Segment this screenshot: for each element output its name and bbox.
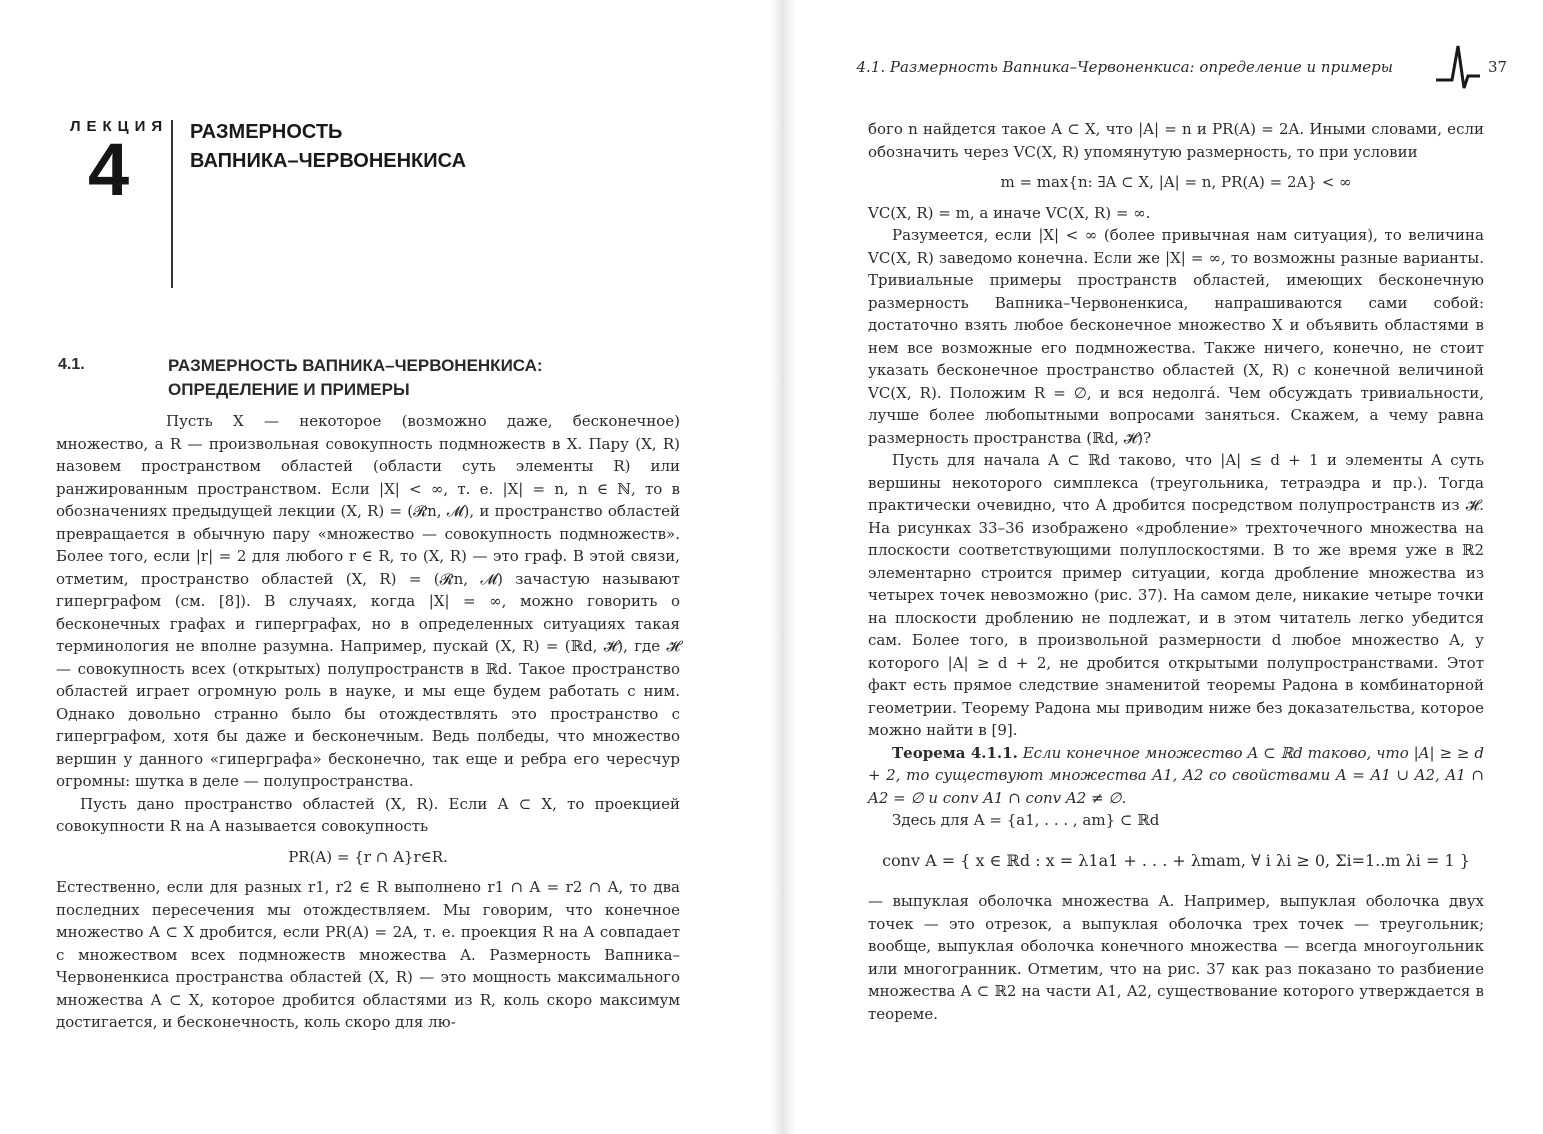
theorem-label: Теорема 4.1.1.	[892, 743, 1018, 762]
paragraph: Естественно, если для разных r1, r2 ∈ R выполнено r1 ∩ A = r2 ∩ A, то два последних пересечения мы отождествляем. Мы говорим, что конечное множество A ⊂ X дробится, если PR(A) = 2A, т. е. проекция R на A совпадает с множеством всех подмножеств множества A. Размерность Вапника–Червоненкиса пространства областей (X, R) — это мощность максимального множества A ⊂ X, которое дробится областями из R, коль скоро максимум достигается, и бесконечность, коль скоро для лю-	[56, 878, 680, 1031]
convex-hull-formula: conv A = { x ∈ ℝd : x = λ1a1 + . . . + λmam, ∀ i λi ≥ 0, Σi=1..m λi = 1 }	[882, 850, 1470, 870]
pulse-icon	[1436, 40, 1480, 92]
section-title-line-1: РАЗМЕРНОСТЬ ВАПНИКА–ЧЕРВОНЕНКИСА:	[168, 356, 543, 375]
lecture-title-line-1: РАЗМЕРНОСТЬ	[190, 121, 343, 143]
projection-formula: PR(A) = {r ∩ A}r∈R.	[288, 847, 448, 866]
paragraph: Пусть для начала A ⊂ ℝd таково, что |A| ≤ d + 1 и элементы A суть вершины некоторого симплекса (треугольника, тетраэдра и пр.). Тогда практически очевидно, что A дробится посредством полупространств из 𝓗. На рисунках 33–36 изображено «дробление» трехточечного множества на плоскости соответствующими полуплоскостями. В то же время уже в ℝ2 элементарно строится пример ситуации, когда дробление множества из четырех точек невозможно (рис. 37). На самом деле, никакие четыре точки на плоскости дроблению не подлежат, и в этом читатель легко убедится сам. Более того, в произвольной размерности d любое множество A, у которого |A| ≥ d + 2, не дробится открытыми полупространствами. Этот факт есть прямое следствие знаменитой теоремы Радона в комбинаторной геометрии. Теорему Радона мы приводим ниже без доказательства, которое можно найти в [9].	[868, 451, 1484, 739]
lecture-number: 4	[88, 128, 130, 211]
theorem	[868, 742, 1484, 810]
paragraph: Пусть X — некоторое (возможно даже, бесконечное) множество, а R — произвольная совокупность подмножеств в X. Пару (X, R) назовем пространством областей (области суть элементы R) или ранжированным пространством. Если |X| < ∞, т. е. |X| = n, n ∈ ℕ, то в обозначениях предыдущей лекции (X, R) = (𝓡n, 𝓜), и пространство областей превращается в обычную пару «множество — совокупность подмножеств». Более того, если |r| = 2 для любого r ∈ R, то (X, R) — это граф. В этой связи, отметим, пространство областей (X, R) = (𝓡n, 𝓜) зачастую называют гиперграфом (см. [8]). В случаях, когда |X| = ∞, можно говорить о бесконечных графах и гиперграфах, но в определенных ситуациях такая терминология не вполне разумна. Например, пускай (X, R) = (ℝd, 𝓗), где 𝓗 — совокупность всех (открытых) полупространств в ℝd. Такое пространство областей играет огромную роль в науке, и мы еще будем работать с ним. Однако довольно странно было бы отождествлять это пространство с гиперграфом, хотя бы даже и бесконечным. Ведь полбеды, что множество вершин у данного «гиперграфа» бесконечно, так еще и ребра его чересчур огромны: шутка в деле — полупространства.	[56, 412, 680, 790]
paragraph: Здесь для A = {a1, . . . , am} ⊂ ℝd	[892, 811, 1160, 829]
vc-formula: m = max{n: ∃A ⊂ X, |A| = n, PR(A) = 2A} < ∞	[1000, 173, 1352, 191]
running-header: 4.1. Размерность Вапника–Червоненкиса: определение и примеры	[856, 58, 1393, 76]
right-body-text	[868, 118, 1484, 1025]
theorem-text: Если конечное множество A ⊂ ℝd таково, что |A| ≥ ≥ d + 2, то существуют множества A1, A2 со свойствами A = A1 ∪ A2, A1 ∩ A2 = ∅ и conv A1 ∩ conv A2 ≠ ∅.	[868, 743, 1484, 807]
section-number: 4.1.	[58, 356, 85, 373]
lecture-divider	[171, 120, 173, 288]
left-page	[0, 0, 770, 1134]
paragraph: — выпуклая оболочка множества A. Например, выпуклая оболочка двух точек — это отрезок, а выпуклая оболочка трех точек — треугольник; вообще, выпуклая оболочка конечного множества — всегда многоугольник или многогранник. Отметим, что на рис. 37 как раз показано то разбиение множества A ⊂ ℝ2 на части A1, A2, существование которого утверждается в теореме.	[868, 892, 1484, 1023]
paragraph: Пусть дано пространство областей (X, R). Если A ⊂ X, то проекцией совокупности R на A называется совокупность	[56, 794, 680, 835]
left-body-text	[56, 410, 680, 1034]
lecture-label: ЛЕКЦИЯ	[70, 118, 169, 135]
book-gutter	[770, 0, 796, 1134]
lecture-title	[190, 118, 466, 176]
lecture-title-line-2: ВАПНИКА–ЧЕРВОНЕНКИСА	[190, 150, 467, 172]
paragraph: Разумеется, если |X| < ∞ (более привычная нам ситуация), то величина VC(X, R) заведомо конечна. Если же |X| = ∞, то возможны разные варианты. Тривиальные примеры пространств областей, имеющих бесконечную размерность Вапника–Червоненкиса, напрашиваются сами собой: достаточно взять любое бесконечное множество X и объявить областями в нем все возможные его подмножества. Также ничего, конечно, не стоит указать бесконечное пространство областей (X, R) с конечной величиной VC(X, R). Положим R = ∅, и вся недолга́. Чем обсуждать тривиальности, лучше более любопытными вопросами заняться. Скажем, а чему равна размерность пространства (ℝd, 𝓗)?	[868, 226, 1484, 447]
paragraph: VC(X, R) = m, а иначе VC(X, R) = ∞.	[868, 203, 1151, 222]
page-number: 37	[1488, 58, 1508, 76]
right-page	[796, 0, 1543, 1134]
paragraph: бого n найдется такое A ⊂ X, что |A| = n и PR(A) = 2A. Иными словами, если обозначить через VC(X, R) упомянутую размерность, то при условии	[868, 120, 1484, 161]
section-title-line-2: ОПРЕДЕЛЕНИЕ И ПРИМЕРЫ	[168, 380, 410, 399]
section-title	[168, 354, 543, 402]
